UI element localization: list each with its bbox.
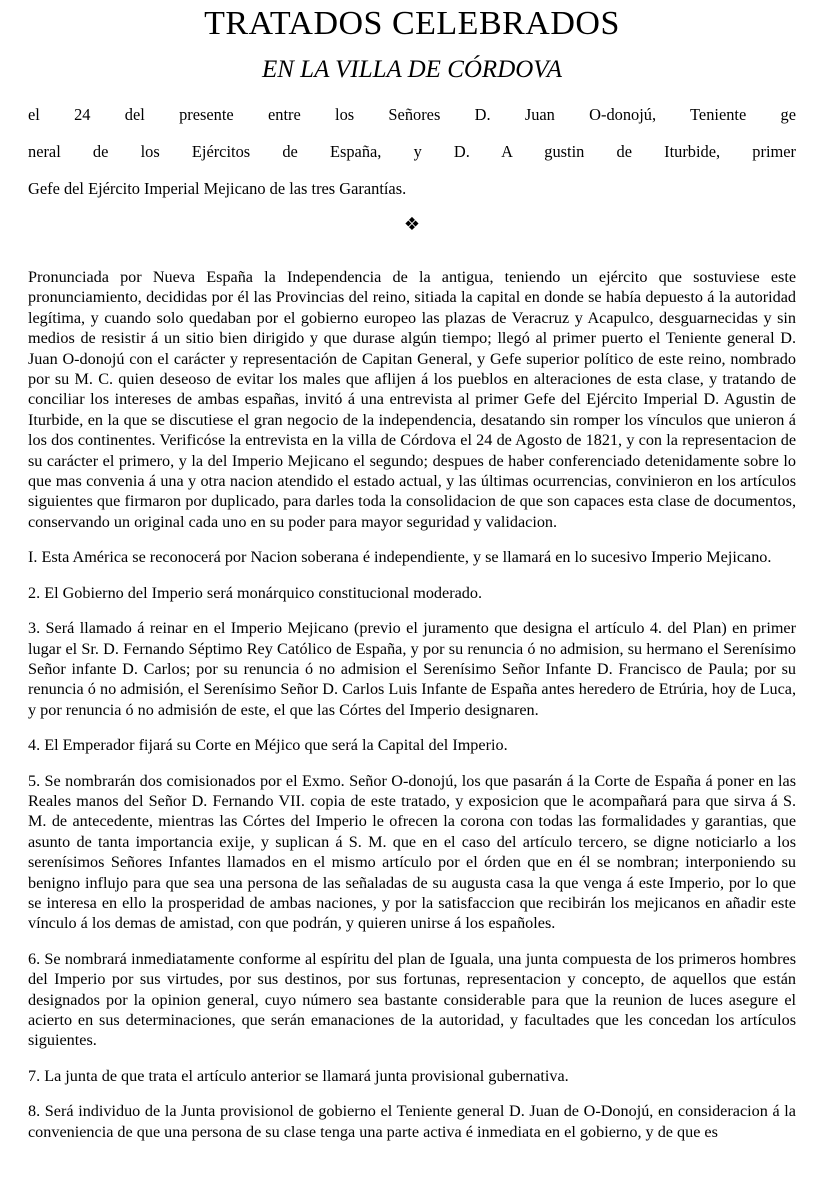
article-2: 2. El Gobierno del Imperio será monárquico constitucional moderado.	[28, 583, 483, 602]
document-subtitle: EN LA VILLA DE CÓRDOVA	[261, 56, 562, 83]
document-title: TRATADOS CELEBRADOS	[204, 5, 620, 42]
article-5: 5. Se nombrarán dos comisionados por el Exmo. Señor O-donojú, los que pasarán á la Corte de España á poner en las Reales manos del Señor D. Fernando VII. copia de este tratado, y exposicion que le acompañará para que sirva á S. M. de antecedente, mientras las Córtes del Imperio le ofrecen la corona con todas las formalidades y garantias, que asunto de tanta importancia exije, y suplican á S. M. que en el caso del artículo tercero, se digne noticiarlo a los serenísimos Señores Infantes llamados en el mismo artículo por el órden que en él se nombran; interponiendo su benigno influjo para que sea una persona de las señaladas de su augusta casa la que venga á este Imperio, por lo que se interesa en ello la prosperidad de ambas naciones, y por la satisfaccion que recibirán los mejicanos en añadir este vínculo á los demas de amistad, con que podrán, y quieren unirse á los españoles.	[28, 771, 796, 933]
ornament-separator-icon: ❖	[403, 214, 421, 235]
treaty-body	[28, 267, 796, 1142]
intro-block	[28, 96, 796, 207]
article-6: 6. Se nombrará inmediatamente conforme al espíritu del plan de Iguala, una junta compuesta de los primeros hombres del Imperio por sus virtudes, por sus destinos, por sus fortunas, representacion y concepto, de aquellos que están designados por la opinion general, cuyo número sea bastante considerable para que la reunion de luces asegure el acierto en sus determinaciones, que serán emanaciones de la autoridad, y facultades que les concedan los artículos siguientes.	[28, 949, 796, 1050]
document-page	[28, 0, 796, 1157]
article-4: 4. El Emperador fijará su Corte en Méjico que será la Capital del Imperio.	[28, 736, 508, 755]
article-7: 7. La junta de que trata el artículo anterior se llamará junta provisional gubernativa.	[28, 1066, 569, 1085]
article-1: I. Esta América se reconocerá por Nacion soberana é independiente, y se llamará en lo sucesivo Imperio Mejicano.	[28, 548, 772, 567]
preamble-paragraph: Pronunciada por Nueva España la Independencia de la antigua, teniendo un ejército que sostuviese este pronunciamiento, decididas por él las Provincias del reino, sitiada la capital en donde se había depuesto á la autoridad legítima, y cuando solo quedaban por el gobierno europeo las plazas de Veracruz y Acapulco, desguarnecidas y sin medios de resistir á un sitio bien dirigido y que durase algún tiempo; llegó al primer puerto el Teniente general D. Juan O-donojú con el carácter y representación de Capitan General, y Gefe superior político de este reino, nombrado por su M. C. quien deseoso de evitar los males que aflijen á los pueblos en alteraciones de esta clase, y tratando de conciliar los intereses de ambas españas, invitó á una entrevista al primer Gefe del Ejército Imperial D. Agustin de Iturbide, en la que se discutiese el gran negocio de la independencia, desatando sin romper los vínculos que unieron á los dos continentes. Verificóse la entrevista en la villa de Córdova el 24 de Agosto de 1821, y con la representacion de su carácter el primero, y la del Imperio Mejicano el segundo; despues de haber conferenciado detenidamente sobre lo que mas convenia á una y otra nacion atendido el estado actual, y las últimas ocurrencias, convinieron en los artículos siguientes que firmaron por duplicado, para darles toda la consolidacion de que son capaces esta clase de documentos, conservando un original cada uno en su poder para mayor seguridad y validacion.	[28, 268, 796, 531]
intro-line: Gefe del Ejército Imperial Mejicano de las tres Garantías.	[28, 179, 407, 198]
intro-line: neral de los Ejércitos de España, y D. A gustin de Iturbide, primer	[28, 142, 796, 161]
article-3: 3. Será llamado á reinar en el Imperio Mejicano (previo el juramento que designa el artículo 4. del Plan) en primer lugar el Sr. D. Fernando Séptimo Rey Católico de España, y por su renuncia ó no admision, su hermano el Serenísimo Señor infante D. Carlos; por su renuncia ó no admision el Serenísimo Señor Infante D. Francisco de Paula; por su renuncia ó no admisión, el Serenísimo Señor D. Carlos Luis Infante de España antes heredero de Etrúria, hoy de Luca, y por renuncia ó no admisión de este, el que las Córtes del Imperio designaren.	[28, 619, 796, 719]
intro-line: el 24 del presente entre los Señores D. Juan O-donojú, Teniente ge	[28, 105, 796, 124]
article-8: 8. Será individuo de la Junta provisionol de gobierno el Teniente general D. Juan de O-Donojú, en consideracion á la conveniencia de que una persona de su clase tenga una parte activa é inmediata en el gobierno, y de que es	[28, 1102, 796, 1141]
